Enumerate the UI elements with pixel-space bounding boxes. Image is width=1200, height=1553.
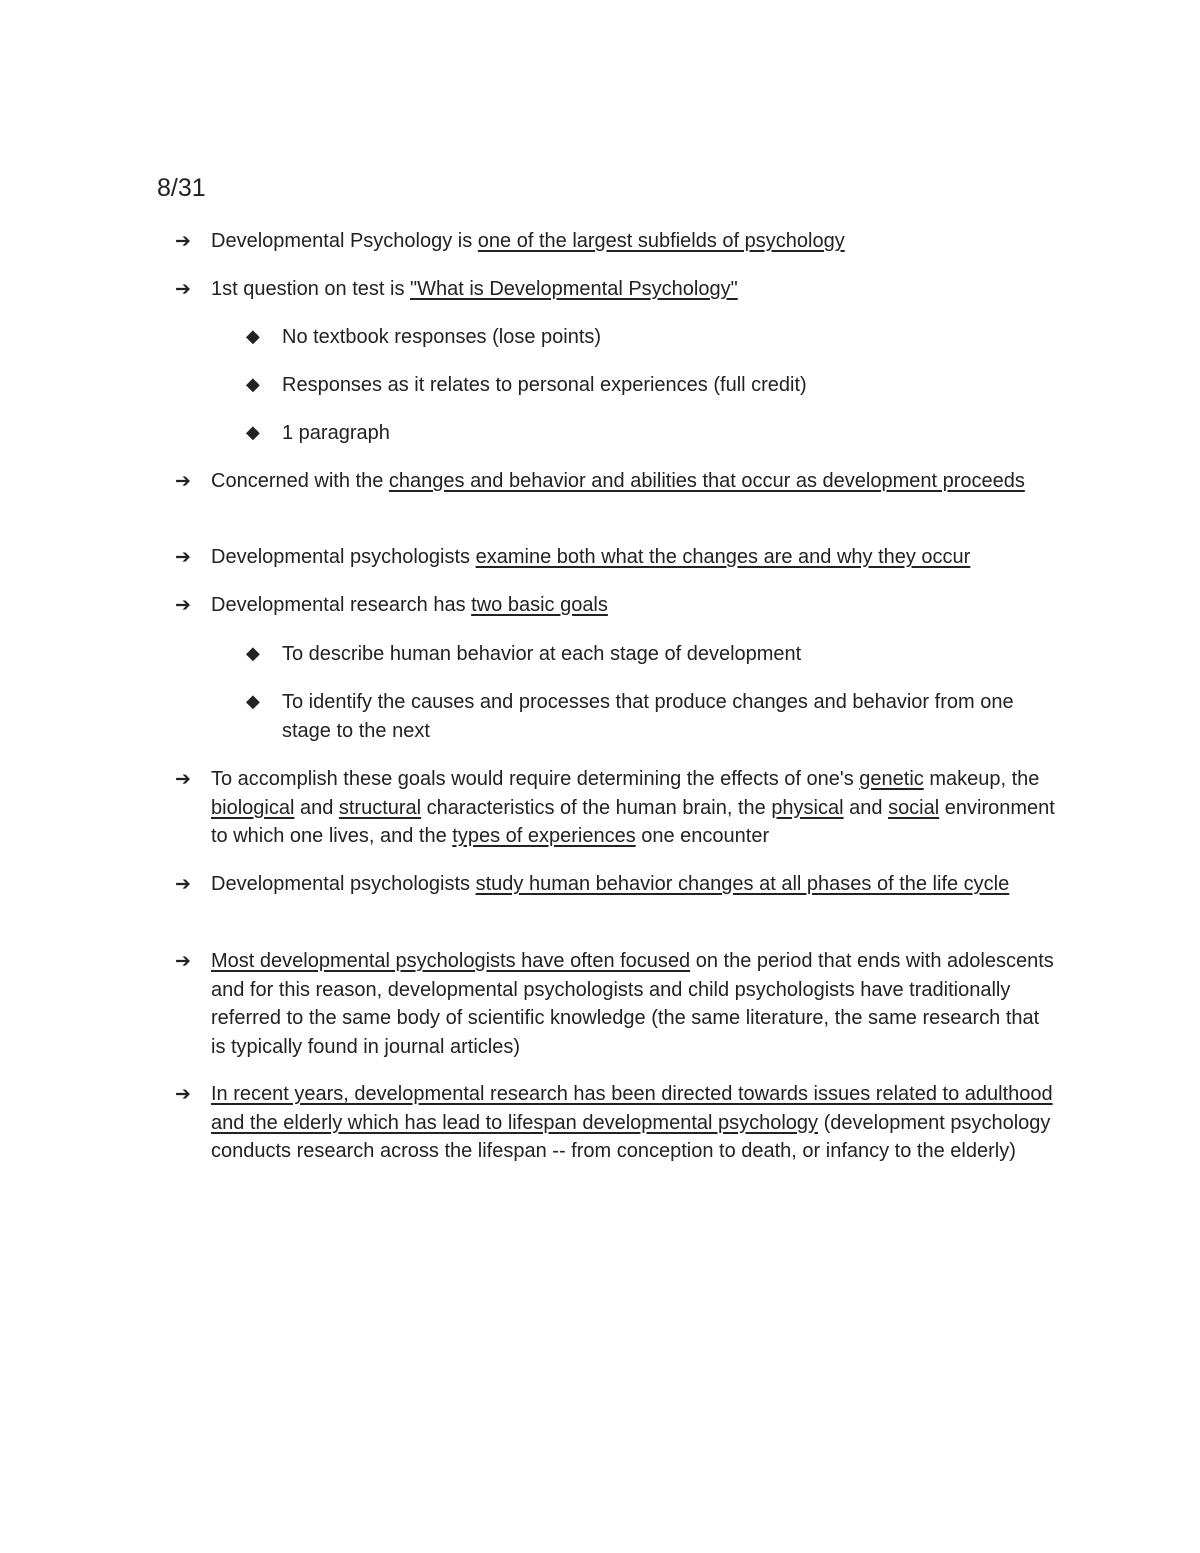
list-item [175,1080,1056,1166]
sub-list-item [246,419,1057,448]
list-item [175,543,1056,572]
arrow-bullet-icon: ➔ [175,594,191,616]
diamond-bullet-icon: ◆ [246,691,260,712]
arrow-bullet-icon: ➔ [175,873,191,895]
underlined-text: "What is Developmental Psychology" [410,278,738,300]
list-item [175,765,1056,851]
underlined-text: Most developmental psychologists have often focused [211,950,691,972]
item-text: 1 paragraph [282,422,390,444]
list-item [175,275,1056,304]
arrow-bullet-icon: ➔ [175,546,191,568]
item-text: To identify the causes and processes that produce changes and behavior from one stage to the next [282,691,1014,742]
item-text: Developmental psychologists [211,546,476,568]
list-item [175,467,1056,496]
underlined-text: physical [771,796,844,819]
item-text: 1st question on test is [211,278,411,300]
diamond-bullet-icon: ◆ [246,374,260,395]
item-text: environment to which one lives, and the [211,796,1055,847]
arrow-bullet-icon: ➔ [175,278,191,300]
item-text: Responses as it relates to personal experiences (full credit) [282,374,807,396]
item-text: (development psychology conducts research across the lifespan -- from conception to death, or infancy to the elderly) [211,1111,1051,1162]
item-text: on the period that ends with adolescents and for this reason, developmental psychologists and child psychologists have traditionally referred to the same body of scientific knowledge (the same literature, the same research that is typically found in journal articles) [211,950,1054,1058]
diamond-bullet-icon: ◆ [246,643,260,664]
item-text: makeup, the [923,768,1040,790]
arrow-bullet-icon: ➔ [175,768,191,790]
arrow-bullet-icon: ➔ [175,470,191,492]
date-heading: 8/31 [157,174,206,202]
arrow-bullet-icon: ➔ [175,950,191,972]
list-item [175,947,1056,1061]
item-text: No textbook responses (lose points) [282,326,602,348]
underlined-text: social [888,796,940,819]
sub-list-item [246,640,1057,669]
diamond-bullet-icon: ◆ [246,326,260,347]
diamond-bullet-icon: ◆ [246,422,260,443]
list-item [175,227,1056,256]
item-text: and [843,796,889,819]
list-item [175,591,1056,620]
underlined-text: study human behavior changes at all phases of the life cycle [475,873,1010,895]
sub-list-item [246,371,1057,400]
item-text: To describe human behavior at each stage of development [282,643,802,665]
underlined-text: genetic [859,768,924,790]
underlined-text: examine both what the changes are and why they occur [475,546,971,568]
item-text: one encounter [635,825,770,847]
underlined-text: In recent years, developmental research has been directed towards issues related to adulthood and the elderly which has lead to lifespan developmental psychology [211,1083,1053,1134]
arrow-bullet-icon: ➔ [175,1083,191,1105]
list-item [175,870,1056,899]
underlined-text: biological [211,796,295,819]
item-text: Developmental psychologists [211,873,476,895]
arrow-bullet-icon: ➔ [175,230,191,252]
item-text: characteristics of the human brain, the [421,796,772,819]
item-text: Developmental research has [211,594,472,616]
item-text: Developmental Psychology is [211,230,478,252]
underlined-text: types of experiences [452,825,636,847]
underlined-text: one of the largest subfields of psychology [477,230,845,252]
item-text: and [294,796,339,819]
sub-list-item [246,323,1057,352]
sub-list-item [246,688,1057,745]
underlined-text: two basic goals [471,594,608,616]
underlined-text: changes and behavior and abilities that occur as development proceeds [388,470,1025,492]
item-text: Concerned with the [211,470,389,492]
item-text: To accomplish these goals would require determining the effects of one's [211,768,860,790]
underlined-text: structural [338,796,422,819]
